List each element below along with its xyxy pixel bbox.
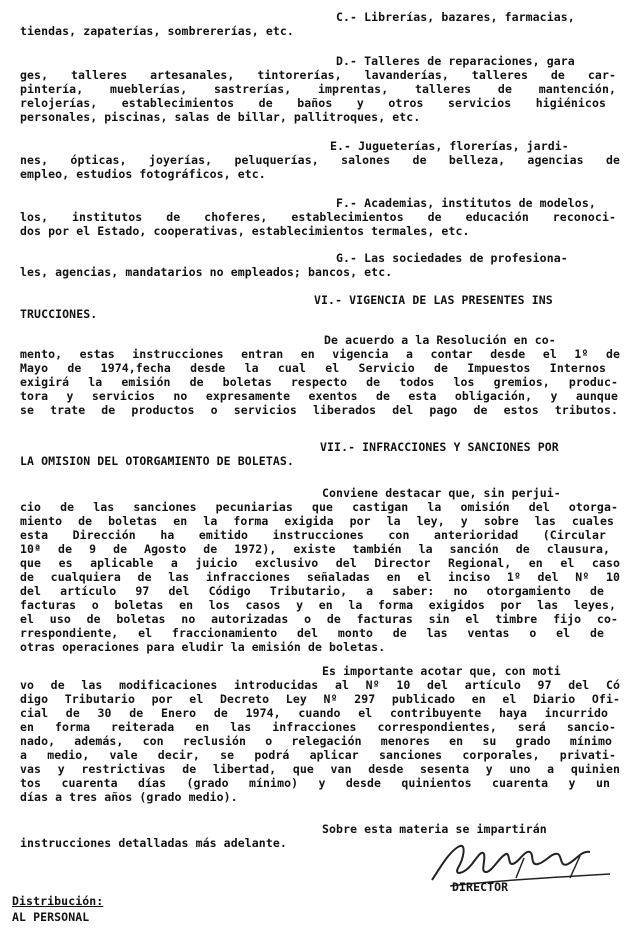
section-vii-p1-line-4: esta Dirección ha emitido instrucciones con anterioridad (Circular — [20, 528, 606, 542]
distribution-item: AL PERSONAL — [12, 910, 90, 924]
director-signature — [420, 828, 620, 898]
section-vii-p2-line-7: a medio, vale decir, se podrá aplicar sanciones corporales, privati- — [20, 748, 616, 762]
section-d-line-2: ges, talleres artesanales, tintorerías, lavanderías, talleres de car- — [20, 68, 616, 82]
section-d-line-4: relojerías, establecimientos de baños y otros servicios higiénicos — [20, 96, 606, 110]
section-vii-p1-line-3: miento de boletas en la forma exigida por la ley, y sobre las cuales — [20, 514, 614, 528]
section-vi-line-2: mento, estas instrucciones entran en vigencia a contar desde el 1º de — [20, 347, 620, 361]
section-c-line-1: C.- Librerías, bazares, farmacias, — [336, 10, 575, 24]
section-vii-p1-line-2: cio de las sanciones pecuniarias que castigan la omisión del otorga- — [20, 500, 618, 514]
section-vii-p2-line-1: Es importante acotar que, con moti — [322, 664, 561, 678]
section-vii-p3-line-2: instrucciones detalladas más adelante. — [20, 836, 287, 850]
section-f-line-3: dos por el Estado, cooperativas, establecimientos termales, etc. — [20, 224, 470, 238]
section-e-line-1: E.- Jugueterías, florerías, jardi- — [330, 139, 569, 153]
section-vi-line-3: Mayo de 1974,fecha desde la cual el Servicio de Impuestos Internos — [20, 361, 606, 375]
section-vii-p1-line-12: otras operaciones para eludir la emisión de boletas. — [20, 640, 386, 654]
section-e-line-2: nes, ópticas, joyerías, peluquerías, salones de belleza, agencias de — [20, 153, 620, 167]
section-vii-p2-line-10: días a tres años (grado medio). — [20, 790, 238, 804]
section-vii-p2-line-5: en forma reiterada en las infracciones correspondientes, será sancio- — [20, 720, 616, 734]
section-vii-p3-line-1: Sobre esta materia se impartirán — [322, 822, 547, 836]
section-vi-heading-2: TRUCCIONES. — [20, 307, 98, 321]
section-f-line-2: los, institutos de choferes, establecimientos de educación reconoci- — [20, 210, 616, 224]
section-vii-p1-line-1: Conviene destacar que, sin perjui- — [322, 486, 561, 500]
section-vii-heading-1: VII.- INFRACCIONES Y SANCIONES POR — [320, 440, 559, 454]
section-vi-heading-1: VI.- VIGENCIA DE LAS PRESENTES INS — [314, 293, 553, 307]
section-e-line-3: empleo, estudios fotográficos, etc. — [20, 167, 266, 181]
section-vii-p1-line-11: rrespondiente, el fraccionamiento del monto de las ventas o el de — [20, 626, 604, 640]
section-vi-line-5: tora y servicios no expresamente exentos de esta obligación, y aunque — [20, 389, 618, 403]
section-vii-p1-line-10: el uso de boletas no autorizadas o de facturas sin el timbre fijo co- — [20, 612, 618, 626]
section-g-line-1: G.- Las sociedades de profesiona- — [336, 251, 568, 265]
section-vii-p2-line-8: vas y restrictivas de libertad, que van desde sesenta y uno a quinien — [20, 762, 620, 776]
section-g-line-2: les, agencias, mandatarios no empleados; bancos, etc. — [20, 265, 393, 279]
section-vii-p1-line-8: del artículo 97 del Código Tributario, a saber: no otorgamiento de — [20, 584, 604, 598]
section-vi-line-4: exigirá la emisión de boletas respecto de todos los gremios, produc- — [20, 375, 618, 389]
section-d-line-1: D.- Talleres de reparaciones, gara — [336, 54, 575, 68]
section-c-line-2: tiendas, zapaterías, sombrererías, etc. — [20, 24, 294, 38]
section-vi-line-1: De acuerdo a la Resolución en co- — [324, 333, 556, 347]
section-vii-p1-line-7: de cualquiera de las infracciones señaladas en el inciso 1º del Nº 10 — [20, 570, 620, 584]
section-d-line-5: personales, piscinas, salas de billar, pallitroques, etc. — [20, 110, 421, 124]
section-f-line-1: F.- Academias, institutos de modelos, — [336, 196, 596, 210]
section-vii-p2-line-9: tos cuarenta días (grado mínimo) y desde quinientos cuarenta y un — [20, 776, 610, 790]
section-vii-heading-2: LA OMISION DEL OTORGAMIENTO DE BOLETAS. — [20, 454, 294, 468]
section-vii-p2-line-2: vo de las modificaciones introducidas al Nº 10 del artículo 97 del Có — [20, 678, 620, 692]
section-vii-p1-line-5: 10ª de 9 de Agosto de 1972), existe también la sanción de clausura, — [20, 542, 610, 556]
signature-label: DIRECTOR — [452, 880, 509, 894]
section-d-line-3: pintería, mueblerías, sastrerías, imprentas, talleres de mantención, — [20, 82, 616, 96]
distribution-title: Distribución: — [12, 894, 104, 908]
section-vi-line-6: se trate de productos o servicios liberados del pago de estos tributos. — [20, 403, 618, 417]
section-vii-p2-line-4: cial de 30 de Enero de 1974, cuando el contribuyente haya incurrido — [20, 706, 608, 720]
section-vii-p2-line-6: nado, además, con reclusión o relegación menores en su grado mínimo — [20, 734, 612, 748]
section-vii-p2-line-3: digo Tributario por el Decreto Ley Nº 297 publicado en el Diario Ofi- — [20, 692, 620, 706]
section-vii-p1-line-6: que es aplicable a juicio exclusivo del Director Regional, en el caso — [20, 556, 620, 570]
section-vii-p1-line-9: facturas o boletas en los casos y en la forma exigidos por las leyes, — [20, 598, 616, 612]
